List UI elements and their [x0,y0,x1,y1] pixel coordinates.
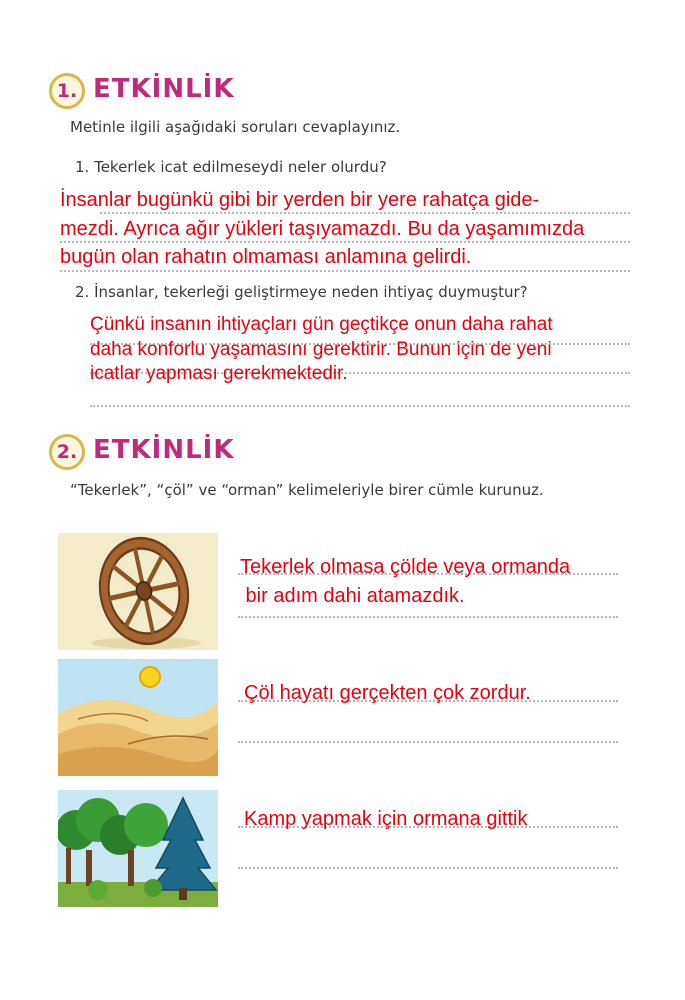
answer-1-line: İnsanlar bugünkü gibi bir yerden bir yere rahatça gide- [60,189,540,211]
sentence-desert [244,679,531,708]
desert-with-sun-icon [58,659,218,776]
desert-picture [58,659,218,776]
sentence-line-text: bir adım dahi atamazdık. [240,585,465,607]
answer-1-line: bugün olan rahatın olmaması anlamına gelirdi. [60,246,472,268]
sentence-line-text: Tekerlek olmasa çölde veya ormanda [240,556,571,578]
wooden-wheel-icon [58,533,218,650]
answer-2-line: daha konforlu yaşamasını gerektirir. Bunun için de yeni [90,338,552,360]
activity-2-title: ETKİNLİK [93,435,235,465]
activity-1-number-badge [49,73,85,109]
answer-line [90,405,630,407]
sentence-line-text: Çöl hayatı gerçekten çok zordur. [244,682,531,704]
activity-1-number: 1. [56,80,78,102]
pine-forest-icon [58,790,218,907]
activity-2-instruction: “Tekerlek”, “çöl” ve “orman” kelimeleriyle birer cümle kurunuz. [70,481,544,499]
sentence-line [238,741,618,743]
forest-picture [58,790,218,907]
answer-1 [60,186,584,272]
wheel-picture [58,533,218,650]
sentence-line [238,616,618,618]
question-2: 2. İnsanlar, tekerleği geliştirmeye neden ihtiyaç duymuştur? [75,283,528,301]
activity-2-number-badge [49,434,85,470]
activity-1-title: ETKİNLİK [93,74,235,104]
question-1: 1. Tekerlek icat edilmeseydi neler olurdu? [75,158,387,176]
answer-2 [90,313,553,387]
answer-2-line: Çünkü insanın ihtiyaçları gün geçtikçe onun daha rahat [90,314,553,335]
answer-2-line: icatlar yapması gerekmektedir. [90,363,348,384]
sentence-wheel [240,553,570,611]
sentence-line-text: Kamp yapmak için ormana gittik [244,808,528,830]
answer-1-line: mezdi. Ayrıca ağır yükleri taşıyamazdı. Bu da yaşamımızda [60,217,585,240]
activity-1-instruction: Metinle ilgili aşağıdaki soruları cevaplayınız. [70,118,401,136]
sentence-forest [244,805,527,834]
activity-2-number: 2. [56,441,78,463]
sentence-line [238,867,618,869]
